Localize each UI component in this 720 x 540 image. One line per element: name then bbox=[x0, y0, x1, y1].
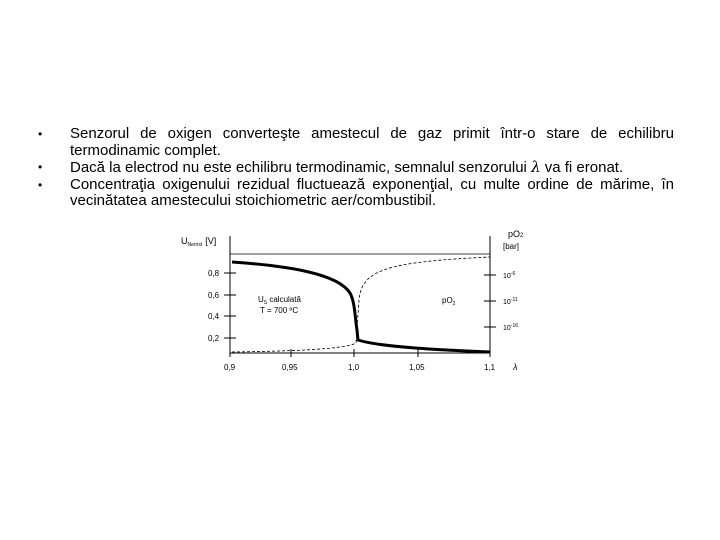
x-axis-lambda-label: λ bbox=[513, 362, 518, 372]
bullet-text: Senzorul de oxigen converteşte amestecul de gaz primit într-o stare de echilibru termodinamic complet. bbox=[70, 125, 674, 159]
right-axis-label: pO2 bbox=[508, 229, 524, 239]
left-tick-label: 0,8 bbox=[208, 269, 220, 278]
right-axis-unit: [bar] bbox=[503, 242, 520, 251]
left-tick-label: 0,6 bbox=[208, 291, 220, 300]
x-tick-label: 0,95 bbox=[282, 363, 298, 372]
x-tick-label: 0,9 bbox=[224, 363, 236, 372]
x-tick-label: 1,0 bbox=[348, 363, 360, 372]
right-tick-label: $10^{-16}$ bbox=[503, 323, 519, 332]
temperature-annotation: T = 700 ºC bbox=[260, 306, 299, 315]
right-axis-ticks bbox=[484, 271, 518, 332]
po2-annotation: $pO_2$ bbox=[442, 296, 456, 307]
bullet-text-after: va fi eronat. bbox=[540, 159, 624, 176]
lambda-symbol: λ bbox=[531, 158, 541, 176]
right-tick-label: $10^{-6}$ bbox=[503, 271, 516, 280]
voltage-annotation: $U_S$ calculată bbox=[258, 295, 301, 306]
left-axis-ticks bbox=[208, 269, 236, 343]
x-tick-label: 1,05 bbox=[409, 363, 425, 372]
right-tick-label: $10^{-11}$ bbox=[503, 297, 518, 306]
x-tick-label: 1,1 bbox=[484, 363, 496, 372]
left-axis-label: $U_{Nernst}$ [V] bbox=[181, 236, 217, 248]
left-tick-label: 0,4 bbox=[208, 312, 220, 321]
bullet-text-before: Dacă la electrod nu este echilibru termodinamic, semnalul senzorului bbox=[70, 159, 532, 176]
bullet-text: Concentraţia oxigenului rezidual fluctuează exponenţial, cu multe ordine de mărime, în vecinătatea amestecului stoichiometric aer/combustibil. bbox=[70, 175, 674, 209]
left-tick-label: 0,2 bbox=[208, 334, 220, 343]
